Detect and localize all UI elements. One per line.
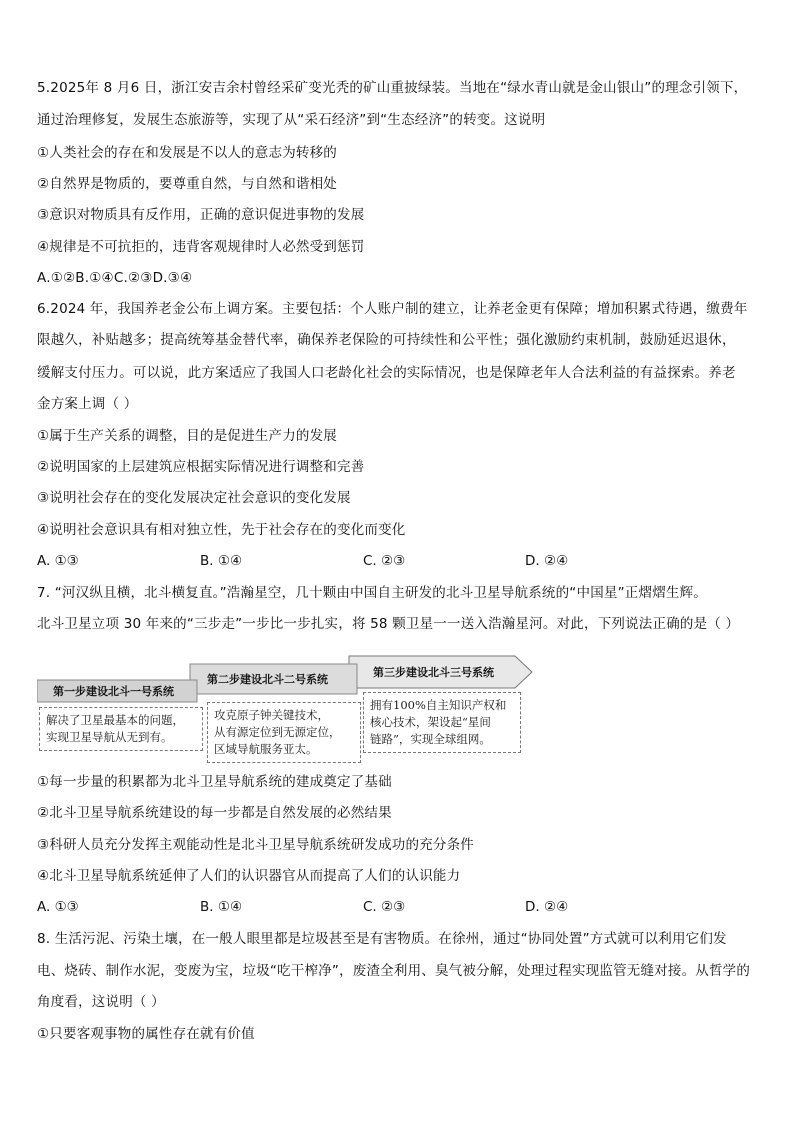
q7-stem-line-1: 7. “河汉纵且横，北斗横复直。”浩瀚星空，几十颗由中国自主研发的北斗卫星导航系统的“中国星”正熠熠生辉。	[37, 585, 707, 601]
q5-statement-2: ②自然界是物质的，要尊重自然，与自然和谐相处	[37, 176, 338, 192]
q6-statement-1: ①属于生产关系的调整，目的是促进生产力的发展	[37, 428, 338, 444]
step2-text-line-3: 区域导航服务亚太。	[214, 742, 318, 756]
step3-description	[363, 692, 521, 753]
q7-choice-b: B. ①④	[200, 899, 243, 915]
step3-text-line-3: 链路”，实现全球组网。	[370, 732, 491, 746]
q6-statement-4: ④说明社会意识具有相对独立性，先于社会存在的变化而变化	[37, 522, 406, 538]
q5-statement-4: ④规律是不可抗拒的，违背客观规律时人必然受到惩罚	[37, 239, 365, 255]
q8-stem-line-1: 8. 生活污泥、污染土壤，在一般人眼里都是垃圾甚至是有害物质。在徐州，通过“协同处置”方式就可以利用它们发	[37, 931, 727, 947]
step3-text-line-1: 拥有100%自主知识产权和	[370, 698, 507, 712]
q7-statement-3: ③科研人员充分发挥主观能动性是北斗卫星导航系统研发成功的充分条件	[37, 837, 475, 853]
q7-statement-2: ②北斗卫星导航系统建设的每一步都是自然发展的必然结果	[37, 805, 392, 821]
q7-statement-4: ④北斗卫星导航系统延伸了人们的认识器官从而提高了人们的认识能力	[37, 868, 461, 884]
q6-statement-3: ③说明社会存在的变化发展决定社会意识的变化发展	[37, 490, 351, 506]
q7-statement-1: ①每一步量的积累都为北斗卫星导航系统的建成奠定了基础	[37, 774, 392, 790]
q5-stem-line-2: 通过治理修复，发展生态旅游等，实现了从“采石经济”到“生态经济”的转变。这说明	[37, 112, 546, 128]
beidou-three-step-diagram	[37, 652, 537, 767]
step2-text-line-2: 从有源定位到无源定位，	[214, 725, 341, 739]
q6-choice-b: B. ①④	[200, 553, 243, 569]
q8-stem-line-2: 电、烧砖、制作水泥，变废为宝，垃圾“吃干榨净”，废渣全利用、臭气被分解，处理过程实现监管无缝对接。从哲学的	[37, 963, 751, 979]
q8-statement-1: ①只要客观事物的属性存在就有价值	[37, 1026, 255, 1042]
q6-stem-line-3: 缓解支付压力。可以说，此方案适应了我国人口老龄化社会的实际情况，也是保障老年人合法利益的有益探索。养老	[37, 365, 736, 381]
q6-choice-d: D. ②④	[525, 553, 569, 569]
step1-title: 第一步建设北斗一号系统	[53, 685, 174, 698]
q6-stem-line-1: 6.2024 年，我国养老金公布上调方案。主要包括：个人账户制的建立，让养老金更有保障；增加积累式待遇，缴费年	[37, 301, 748, 317]
q6-stem-line-4: 金方案上调（ ）	[37, 396, 138, 412]
q7-choice-a: A. ①③	[37, 899, 79, 915]
step3-text-line-2: 核心技术，架设起“星间	[370, 715, 491, 729]
step2-description	[207, 702, 361, 763]
q6-choice-c: C. ②③	[363, 553, 406, 569]
step1-description	[39, 707, 203, 751]
step2-text-line-1: 攻克原子钟关键技术，	[214, 708, 329, 722]
q5-choices: A.①②B.①④C.②③D.③④	[37, 270, 193, 286]
q7-choice-d: D. ②④	[525, 899, 569, 915]
q5-statement-1: ①人类社会的存在和发展是不以人的意志为转移的	[37, 145, 338, 161]
step1-text-line-1: 解决了卫星最基本的问题，	[46, 713, 184, 727]
q7-stem-line-2: 北斗卫星立项 30 年来的“三步走”一步比一步扎实，将 58 颗卫星一一送入浩瀚星河。对此，下列说法正确的是（ ）	[37, 616, 740, 632]
q6-choice-a: A. ①③	[37, 553, 79, 569]
q7-choice-c: C. ②③	[363, 899, 406, 915]
q5-stem-line-1: 5.2025年 8 月6 日，浙江安吉余村曾经采矿变光秃的矿山重披绿装。当地在“绿水青山就是金山银山”的理念引领下，	[37, 80, 748, 96]
step3-title: 第三步建设北斗三号系统	[373, 666, 494, 679]
q6-statement-2: ②说明国家的上层建筑应根据实际情况进行调整和完善	[37, 459, 365, 475]
q8-stem-line-3: 角度看，这说明（ ）	[37, 994, 165, 1010]
step1-text-line-2: 实现卫星导航从无到有。	[46, 730, 173, 744]
q5-statement-3: ③意识对物质具有反作用，正确的意识促进事物的发展	[37, 207, 365, 223]
q6-stem-line-2: 限越久，补贴越多；提高统筹基金替代率，确保养老保险的可持续性和公平性；强化激励约束机制，鼓励延迟退休，	[37, 332, 736, 348]
step2-title: 第二步建设北斗二号系统	[207, 673, 328, 686]
